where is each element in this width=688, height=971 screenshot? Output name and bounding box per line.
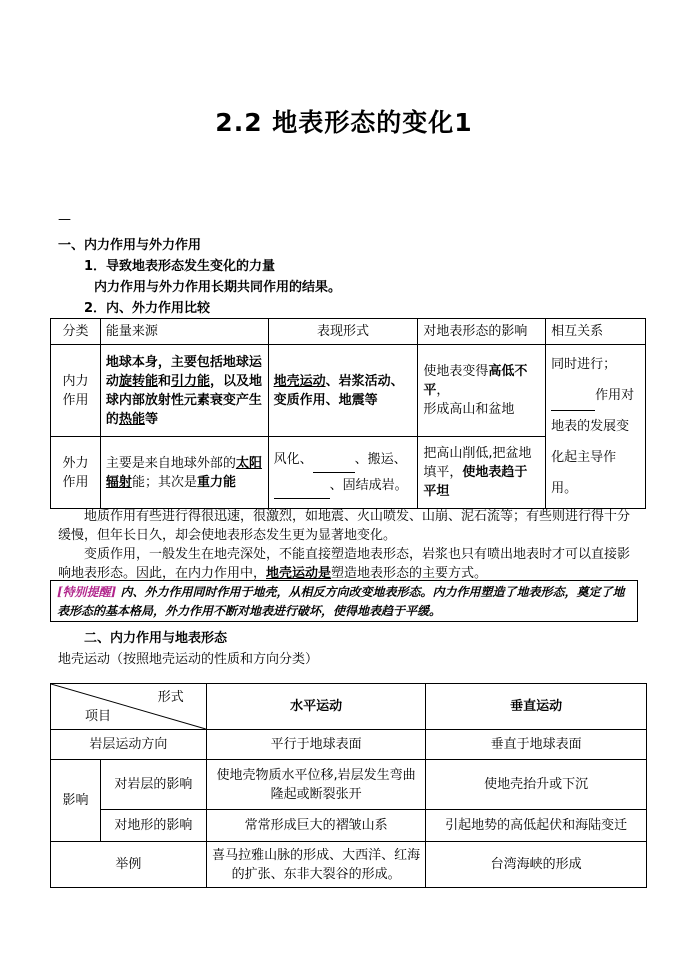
influence-label: 影响 [51, 760, 101, 842]
section1-item1: 1．导致地表形态发生变化的力量 [84, 259, 276, 274]
inner-energy-cell: 地球本身，主要包括地球运动旋转能和引力能，以及地球内部放射性元素衰变产生的热能等 [100, 345, 268, 437]
special-reminder-tag: [特别提醒] [57, 585, 117, 599]
row-direction-horizontal: 平行于地球表面 [206, 730, 426, 760]
section2-sub: 地壳运动（按照地壳运动的性质和方向分类） [58, 652, 319, 667]
dash-mark: — [58, 212, 71, 227]
header-category: 分类 [51, 319, 101, 345]
relation-blank[interactable] [551, 396, 595, 411]
section1-item1-text: 内力作用与外力作用长期共同作用的结果。 [94, 280, 342, 295]
corner-cell [51, 684, 207, 730]
corner-form-label: 形式 [157, 690, 184, 705]
corner-item-label: 项目 [85, 709, 112, 724]
section1-heading: 一、内力作用与外力作用 [58, 238, 202, 253]
relation-cell: 同时进行； 作用对地表的发展变化起主导作用。 [546, 345, 646, 509]
outer-form-blank-2[interactable] [274, 484, 330, 499]
header-relation: 相互关系 [546, 319, 646, 345]
inner-effect-cell: 使地表变得高低不平， 形成高山和盆地 [418, 345, 546, 437]
section2-heading: 二、内力作用与地表形态 [84, 631, 228, 646]
inner-force-label: 内力作用 [51, 345, 101, 437]
header-energy: 能量来源 [100, 319, 268, 345]
col-vertical: 垂直运动 [426, 684, 647, 730]
outer-energy-cell: 主要是来自地球外部的太阳辐射能；其次是重力能 [100, 437, 268, 509]
row-direction-vertical: 垂直于地球表面 [426, 730, 647, 760]
outer-form-cell: 风化、 、搬运、 、固结成岩。 [268, 437, 418, 509]
header-effect: 对地表形态的影响 [418, 319, 546, 345]
outer-force-label: 外力作用 [51, 437, 101, 509]
row-example-label: 举例 [51, 842, 207, 888]
paragraph-metamorphism: 变质作用，一般发生在地壳深处，不能直接塑造地表形态，岩浆也只有喷出地表时才可以直接影响地表形态。因此，在内力作用中，地壳运动是塑造地表形态的主要方式。 [58, 547, 631, 581]
header-form: 表现形式 [268, 319, 418, 345]
special-reminder-text: 内、外力作用同时作用于地壳，从相反方向改变地表形态。内力作用塑造了地表形态，奠定了地表形态的基本格局，外力作用不断对地表进行破坏，使得地表趋于平缓。 [57, 585, 625, 618]
row-strata-vertical: 使地壳抬升或下沉 [426, 760, 647, 810]
special-reminder-box [50, 580, 638, 622]
outer-effect-cell: 把高山削低,把盆地填平，使地表趋于平坦 [418, 437, 546, 509]
row-direction-label: 岩层运动方向 [51, 730, 207, 760]
row-terrain-label: 对地形的影响 [100, 810, 206, 842]
page-title: 2.2 地表形态的变化1 [215, 108, 473, 137]
row-example-horizontal: 喜马拉雅山脉的形成、大西洋、红海的扩张、东非大裂谷的形成。 [206, 842, 426, 888]
paragraph-geologic: 地质作用有些进行得很迅速，很激烈，如地震、火山喷发、山崩、泥石流等；有些则进行得十分缓慢，但年长日久，却会使地表形态发生更为显著地变化。 [58, 509, 631, 543]
row-strata-label: 对岩层的影响 [100, 760, 206, 810]
row-terrain-vertical: 引起地势的高低起伏和海陆变迁 [426, 810, 647, 842]
outer-form-blank-1[interactable] [313, 458, 355, 473]
crust-movement-table [50, 683, 647, 888]
force-comparison-table [50, 318, 646, 509]
inner-form-cell: 地壳运动、岩浆活动、变质作用、地震等 [268, 345, 418, 437]
row-example-vertical: 台湾海峡的形成 [426, 842, 647, 888]
row-strata-horizontal: 使地壳物质水平位移,岩层发生弯曲隆起或断裂张开 [206, 760, 426, 810]
row-terrain-horizontal: 常常形成巨大的褶皱山系 [206, 810, 426, 842]
col-horizontal: 水平运动 [206, 684, 426, 730]
section1-item2: 2．内、外力作用比较 [84, 301, 211, 316]
